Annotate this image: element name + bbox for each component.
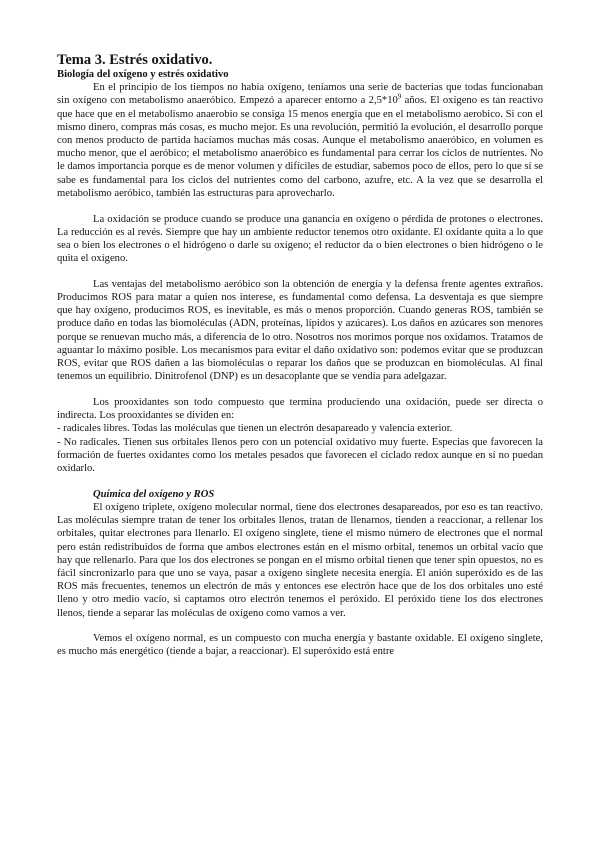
document-title: Tema 3. Estrés oxidativo. (57, 52, 213, 68)
paragraph-gap (57, 475, 543, 488)
paragraph-gap (57, 620, 543, 633)
paragraph-oxigeno-normal: Vemos el oxígeno normal, es un compuesto con mucha energía y bastante oxidable. El oxígeno singlete, es mucho más energético (tiende a bajar, a reaccionar). El superóxido está entre (57, 633, 543, 658)
exponent-superscript: 9 (397, 92, 402, 101)
paragraph-ventajas-aerobico: Las ventajas del metabolismo aeróbico son la obtención de energía y la defensa frente agentes extraños. Producimos ROS para matar a quien nos interese, es fundamental como defensa. La desventaja es que siempre que hay oxígeno, producimos ROS, es inevitable, es más o menos proporción. Cuando generas ROS, también se produce daño en todas las biomoléculas (ADN, proteínas, lípidos y azúcares). Los daños en azúcares son menores porque se renuevan mucho más, a diferencia de lo otro. Nosotros nos morimos porque nos oxidamos. Tratamos de aguantar lo máximo posible. Los mecanismos para evitar el daño oxidativo son: podemos evitar que se produzcan ROS, evitar que ROS dañen a las biomoléculas o reparar los daños que se produzcan en biomoléculas. Al final tenemos un equilibrio. Dinitrofenol (DNP) es un desacoplante que se vendía para adelgazar. (57, 278, 543, 383)
section-heading-biologia: Biología del oxígeno y estrés oxidativo (57, 69, 229, 80)
paragraph-prooxidantes: Los prooxidantes son todo compuesto que termina produciendo una oxidación, puede ser directa o indirecta. Los prooxidantes se dividen en: (57, 396, 543, 422)
paragraph-gap (57, 265, 543, 278)
section-heading-quimica: Química del oxígeno y ROS (93, 488, 215, 500)
paragraph-gap (57, 383, 543, 396)
list-item-no-radicales: - No radicales. Tienen sus orbitales llenos pero con un potencial oxidativo muy fuerte. Especias que favorecen la formación de fuertes oxidantes como los metales pesados que favorecen el ciclado redox aunque en sí no puedan oxidarlo. (57, 436, 543, 474)
paragraph-oxigeno-triplete: El oxígeno triplete, oxígeno molecular normal, tiene dos electrones desapareados, por eso es tan reactivo. Las moléculas siempre tratan de tener los orbitales llenos, tratan de llenarnos, tienden a reaccionar, a rellenar los orbitales, quitar electrones para llenarlo. El oxígeno singlete, tiene el mismo número de electrones que el normal pero están redistribuidos de forma que ambos electrones están en el mismo orbital, tenemos un orbital vacío que hay que rellenarlo. Para que los dos electrones se pongan en el mismo orbital tienen que tener spin opuestos, no es fácil sincronizarlo para que uno se vaya, pasar a oxígeno singlete necesita energía. El anión superóxido es de las ROS más frecuentes, tenemos un electrón de más y entonces ese electrón hace que de los dos orbitales uno esté lleno y otro medio vacío, si captamos otro electrón tenemos el peróxido. El peróxido tiene los dos electrones llenos, tiende a separar las moléculas de oxígeno como vamos a ver. (57, 501, 543, 619)
paragraph-gap (57, 200, 543, 213)
paragraph-oxidacion: La oxidación se produce cuando se produce una ganancia en oxígeno o pérdida de protones o electrones. La reducción es al revés. Siempre que hay un ambiente reductor tenemos otro oxidante. El oxidante quita a lo que sea o bien los electrones o el hidrógeno o darle su oxígeno; el reductor da o bien electrones o bien hidrógeno o le quita el oxígeno. (57, 213, 543, 265)
list-item-radicales: - radicales libres. Todas las moléculas que tienen un electrón desapareado y valencia exterior. (57, 423, 453, 435)
paragraph-origen-oxigeno: En el principio de los tiempos no había oxígeno, teníamos una serie de bacterias que todas funcionaban sin oxígeno con metabolismo anaeróbico. Empezó a aparecer entorno a $2,5*10^9$ años. El oxígeno es tan reactivo que hace que en el metabolismo anaerobio se consiga 15 menos energía que en el metabolismo aerobico. Si con el mismo dinero, compras más cosas, es mucho mejor. Es una revolución, permitió la evolución, el desarrollo porque con menos producto de partida hacíamos muchas más cosas. Aunque el metabolismo anaeróbico, en volumen es mucho menor, que el aeróbico; el metabolismo anaeróbico es fundamental para cerrar los ciclos de nutrientes. No le damos importancia porque es de menor volumen y difíciles de estudiar, sabemos poco de ellos, pero lo que sí se sabe es fundamental para los ciclos del nutrientes como del carbono, azufre, etc. A la vez que se desarrolla el metabolismo aeróbico, también las estructuras para aprovecharlo. (57, 82, 543, 199)
